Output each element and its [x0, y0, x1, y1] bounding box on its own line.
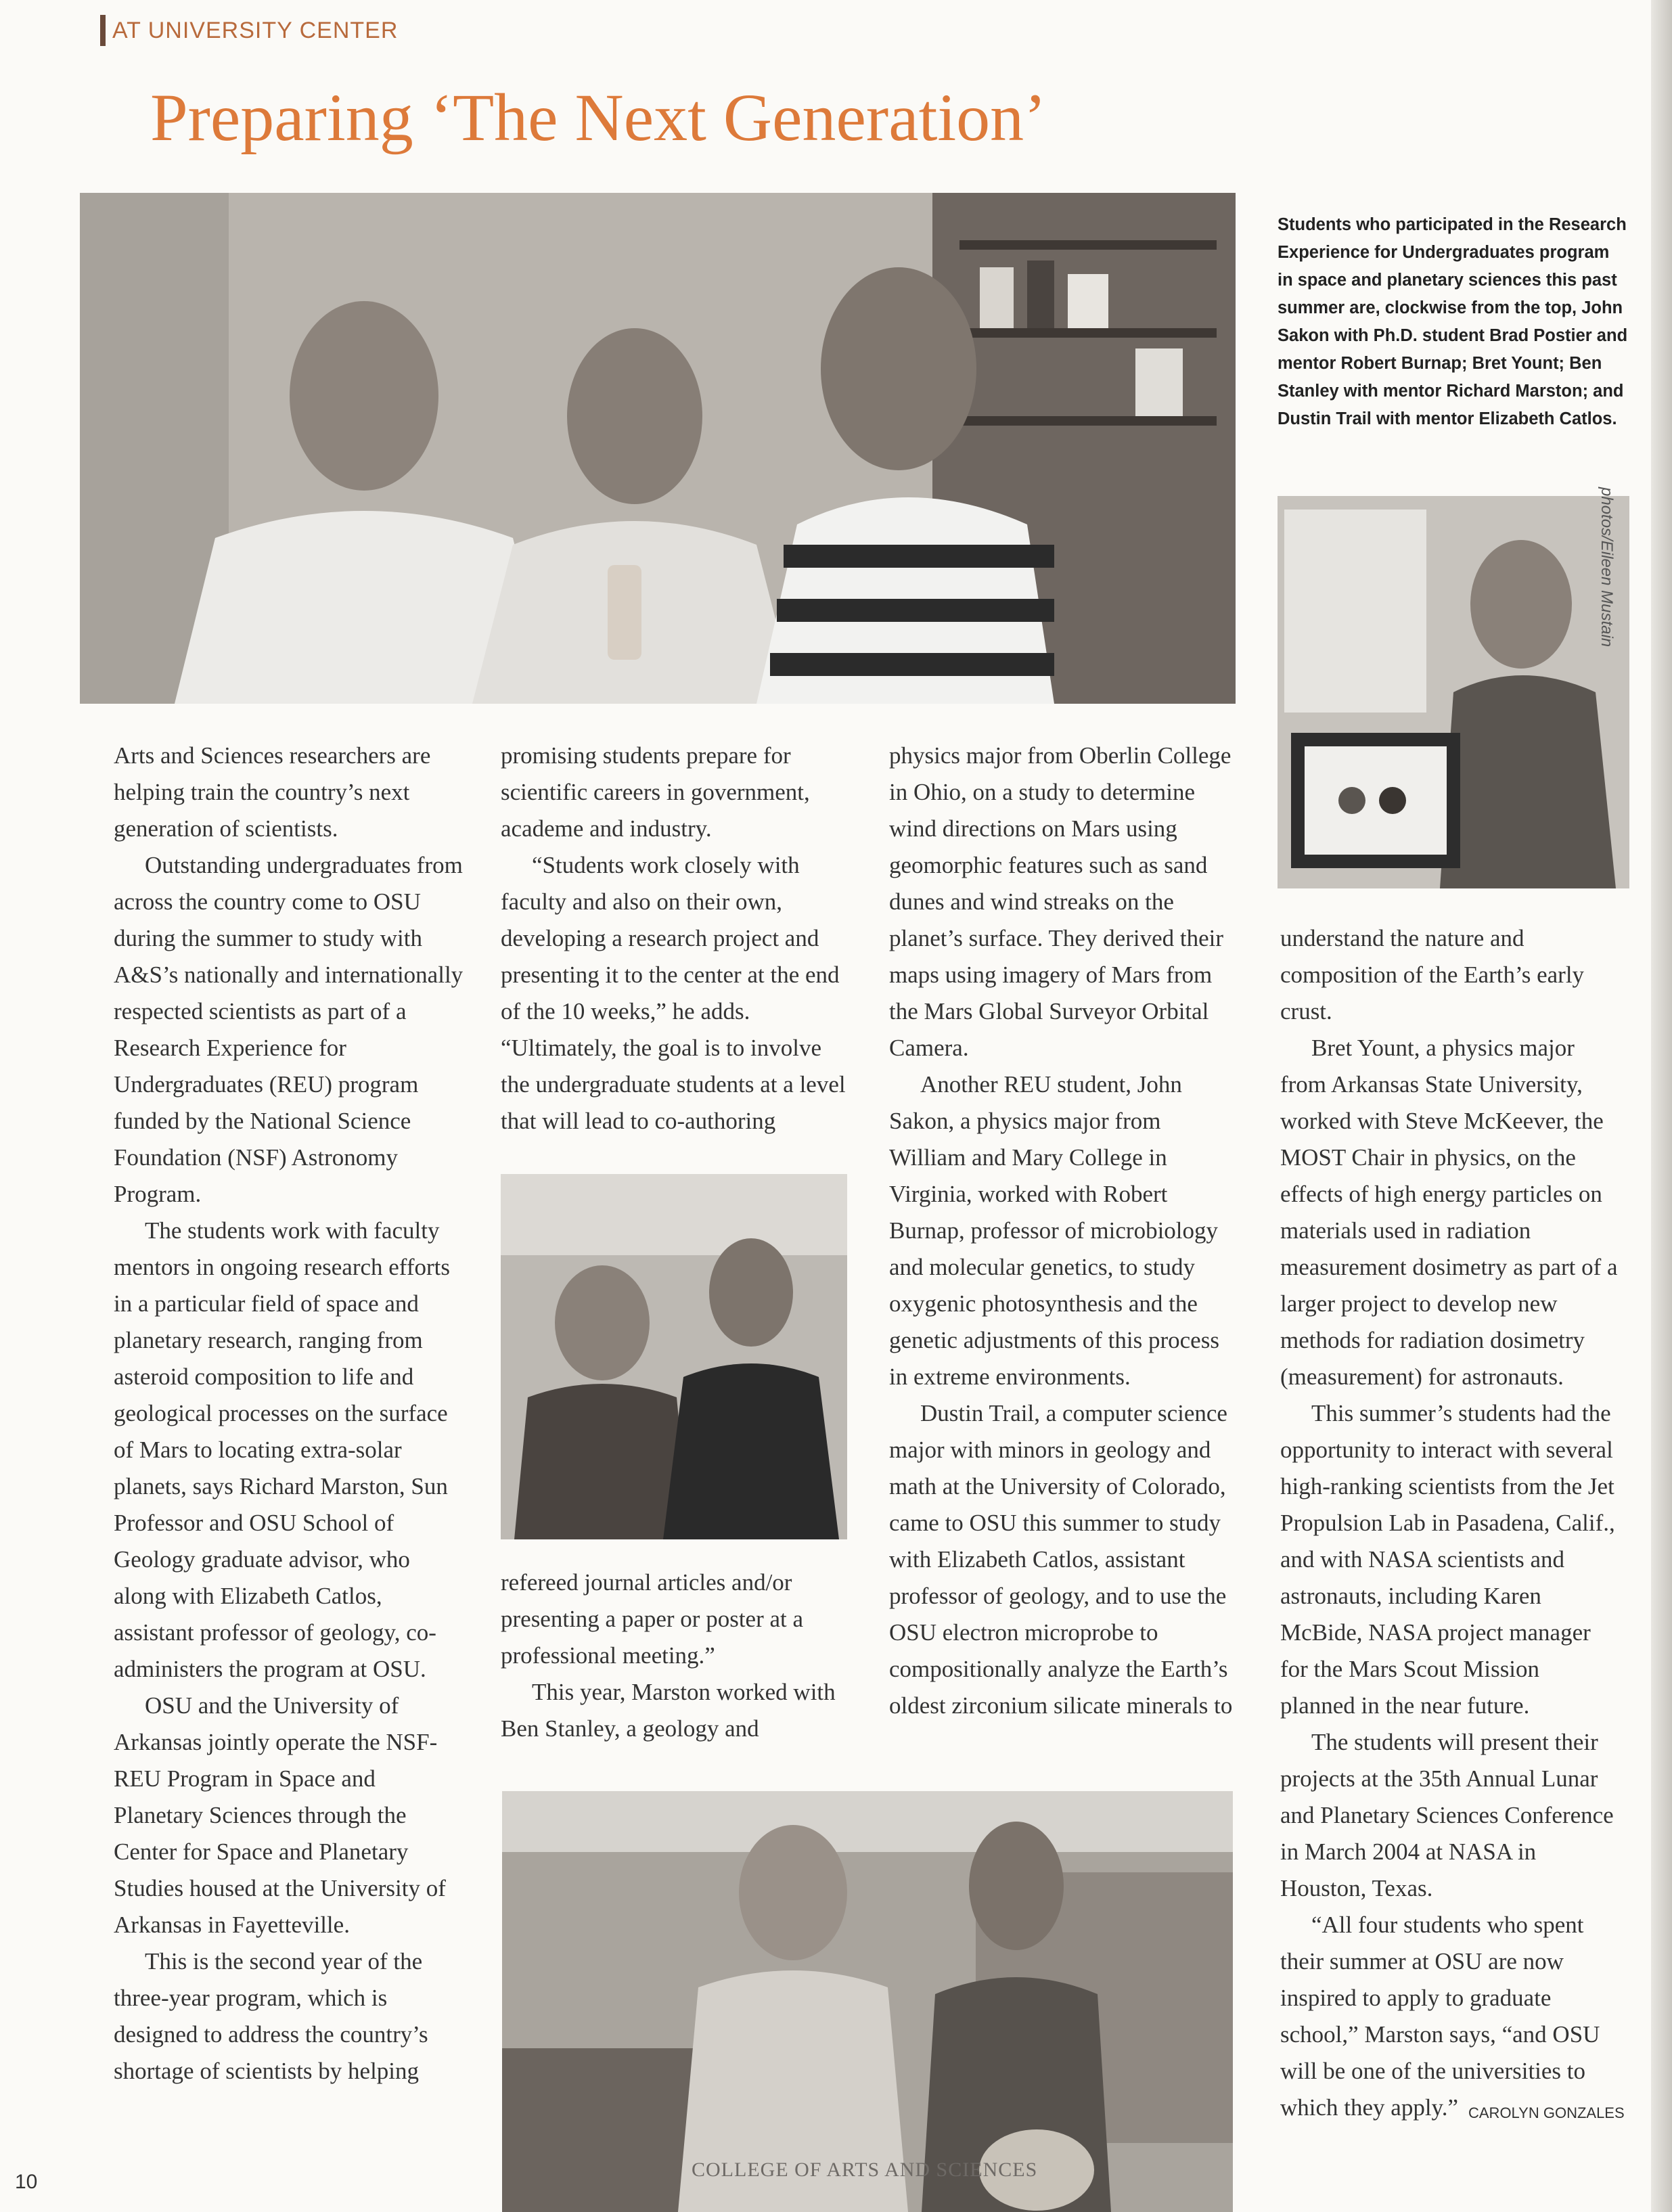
- paragraph: Outstanding undergraduates from across the country come to OSU during the summer to study with A&S’s nationally and internationally respected scientists as part of a Research Experience for Undergraduates (REU) program funded by the National Science Foundation (NSF) Astronomy Program.: [114, 852, 464, 1207]
- paragraph: The students work with faculty mentors in ongoing research efforts in a particular field of space and planetary research, ranging from asteroid composition to life and geological processes on the surface of Mars to locating extra-solar planets, says Richard Marston, Sun Professor and OSU School of Geology graduate advisor, who along with Elizabeth Catlos, assistant professor of geology, co-administers the program at OSU.: [114, 1217, 450, 1682]
- paragraph: understand the nature and composition of the Earth’s early crust.: [1280, 925, 1585, 1024]
- paragraph: Arts and Sciences researchers are helping train the country’s next generation of scientists.: [114, 742, 431, 842]
- photo-credit: photos/Eileen Mustain: [1598, 487, 1616, 648]
- headline: Preparing ‘The Next Generation’: [150, 80, 1047, 155]
- paragraph: Another REU student, John Sakon, a physics major from William and Mary College in Virginia, worked with Robert Burnap, professor of microbiology and molecular genetics, to study oxygenic photosynthesis and the genetic adjustments of this process in extreme environments.: [889, 1071, 1219, 1390]
- paragraph: This is the second year of the three-year program, which is designed to address the country’s shortage of scientists by helping: [114, 1948, 428, 2084]
- paragraph: promising students prepare for scientific careers in government, academe and industry.: [501, 742, 810, 842]
- paragraph: Dustin Trail, a computer science major with minors in geology and math at the University of Colorado, came to OSU this summer to study with Elizabeth Catlos, assistant professor of geology, and to use the OSU electron microprobe to compositionally analyze the Earth’s oldest zirconium silicate minerals to: [889, 1400, 1233, 1719]
- paragraph: refereed journal articles and/or presenting a paper or poster at a professional meeting.”: [501, 1569, 804, 1669]
- paragraph: “All four students who spent their summer at OSU are now inspired to apply to graduate school,” Marston says, “and OSU will be one of the universities to which they apply.”: [1280, 1912, 1600, 2121]
- lab-group-photo: [80, 193, 1236, 704]
- column-2-top: [501, 738, 847, 1139]
- section-label-text: AT UNIVERSITY CENTER: [112, 17, 399, 43]
- paragraph: physics major from Oberlin College in Ohio, on a study to determine wind directions on Mars using geomorphic features such as sand dunes and wind streaks on the planet’s surface. They derived their maps using imagery of Mars from the Mars Global Surveyor Orbital Camera.: [889, 742, 1232, 1061]
- bret-yount-photo: [1278, 496, 1629, 888]
- column-2-bottom: [501, 1564, 847, 1747]
- section-label: [100, 15, 398, 46]
- trail-catlos-photo: [502, 1791, 1233, 2212]
- footer-publication: COLLEGE OF ARTS AND SCIENCES: [692, 2159, 1038, 2181]
- photo-caption: Students who participated in the Research Experience for Undergraduates program in space and planetary sciences this past summer are, clockwise from the top, John Sakon with Ph.D. student Brad Postier and mentor Robert Burnap; Bret Yount; Ben Stanley with mentor Richard Marston; and Dustin Trail with mentor Elizabeth Catlos.: [1278, 215, 1628, 428]
- paragraph: The students will present their projects at the 35th Annual Lunar and Planetary Sciences Conference in March 2004 at NASA in Houston, Texas.: [1280, 1729, 1614, 1901]
- column-4: [1280, 920, 1619, 2126]
- paragraph: This year, Marston worked with Ben Stanley, a geology and: [501, 1679, 836, 1742]
- stanley-marston-photo: [501, 1174, 847, 1539]
- column-3: [889, 738, 1241, 1724]
- section-bar: [100, 15, 106, 46]
- column-1: [114, 738, 464, 2090]
- paragraph: OSU and the University of Arkansas jointly operate the NSF-REU Program in Space and Planetary Sciences through the Center for Space and Planetary Studies housed at the University of Arkansas in Fayetteville.: [114, 1692, 446, 1938]
- page-number: 10: [15, 2171, 38, 2193]
- paragraph: Bret Yount, a physics major from Arkansas State University, worked with Steve McKeever, the MOST Chair in physics, on the effects of high energy particles on materials used in radiation measurement dosimetry as part of a larger project to develop new methods for radiation dosimetry (measurement) for astronauts.: [1280, 1035, 1618, 1390]
- paragraph: “Students work closely with faculty and also on their own, developing a research project and presenting it to the center at the end of the 10 weeks,” he adds. “Ultimately, the goal is to involve the undergraduate students at a level that will lead to co-authoring: [501, 852, 846, 1134]
- paragraph: This summer’s students had the opportunity to interact with several high-ranking scientists from the Jet Propulsion Lab in Pasadena, Calif., and with NASA scientists and astronauts, including Karen McBide, NASA project manager for the Mars Scout Mission planned in the near future.: [1280, 1400, 1615, 1719]
- byline: CAROLYN GONZALES: [1468, 2104, 1625, 2121]
- page-edge: [1651, 0, 1672, 2212]
